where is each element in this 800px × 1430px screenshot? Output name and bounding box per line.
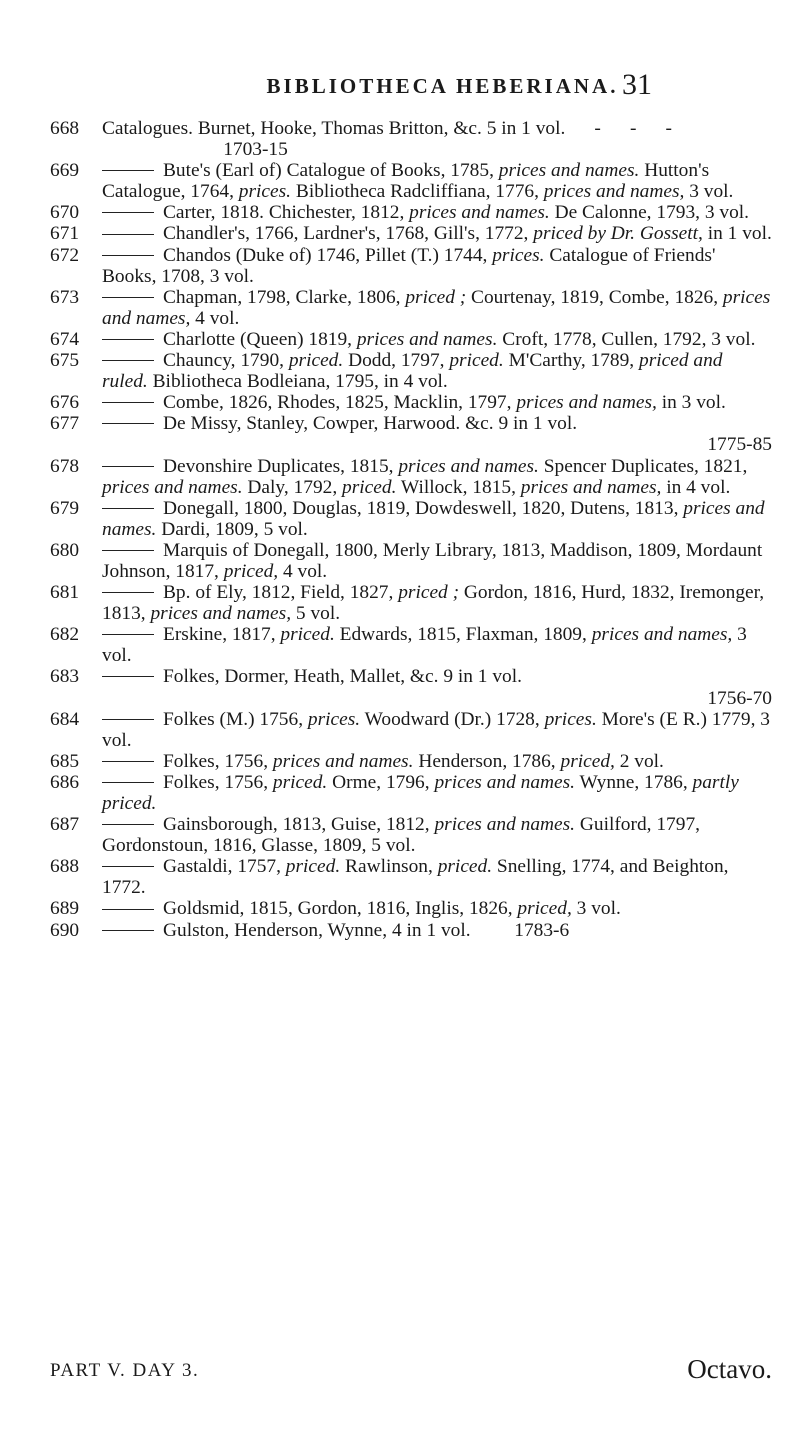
catalogue-entry <box>50 456 772 498</box>
ditto-dash <box>102 170 154 171</box>
ditto-dash <box>102 212 154 213</box>
ditto-dash <box>102 930 154 931</box>
ditto-dash <box>102 634 154 635</box>
entry-text: Folkes, 1756, priced. Orme, 1796, prices and names. Wynne, 1786, partly priced. <box>102 771 739 814</box>
entry-number: 669 <box>50 160 80 182</box>
footer-part: PART V. DAY 3. <box>50 1360 200 1381</box>
entry-number: 674 <box>50 328 80 350</box>
catalogue-entry <box>50 118 772 160</box>
entry-text: Folkes (M.) 1756, prices. Woodward (Dr.) 1728, prices. More's (E R.) 1779, 3 vol. <box>102 708 770 751</box>
entry-number: 672 <box>50 244 80 266</box>
entry-text: Chandos (Duke of) 1746, Pillet (T.) 1744, prices. Catalogue of Friends' Books, 1708, 3 vol. <box>102 244 716 287</box>
catalogue-entry <box>50 751 772 772</box>
catalogue-entry <box>50 287 772 329</box>
entry-number: 690 <box>50 919 80 941</box>
page-footer <box>50 1354 772 1384</box>
entry-number: 670 <box>50 202 80 224</box>
catalogue-entry <box>50 814 772 856</box>
ditto-dash <box>102 866 154 867</box>
entry-number: 687 <box>50 814 80 836</box>
entry-text: Chapman, 1798, Clarke, 1806, priced ; Courtenay, 1819, Combe, 1826, prices and names, 4 vol. <box>102 286 771 329</box>
catalogue-entry <box>50 898 772 919</box>
entry-number: 677 <box>50 413 80 435</box>
entry-text: Combe, 1826, Rhodes, 1825, Macklin, 1797, prices and names, in 3 vol. <box>102 392 726 413</box>
entry-text: Gastaldi, 1757, priced. Rawlinson, priced. Snelling, 1774, and Beighton, 1772. <box>102 856 729 899</box>
entry-text: De Missy, Stanley, Cowper, Harwood. &c. 9 in 1 vol. 1775-85 <box>102 413 772 455</box>
entry-text: Charlotte (Queen) 1819, prices and names. Croft, 1778, Cullen, 1792, 3 vol. <box>102 329 755 350</box>
entry-number: 688 <box>50 856 80 878</box>
entry-number: 684 <box>50 708 80 730</box>
catalogue-entry <box>50 245 772 287</box>
entry-number: 682 <box>50 624 80 646</box>
catalogue-entry <box>50 392 772 413</box>
catalogue-entry <box>50 498 772 540</box>
entry-text: Catalogues. Burnet, Hooke, Thomas Britton, &c. 5 in 1 vol. - - - 1703-15 <box>102 118 672 161</box>
entry-number: 675 <box>50 350 80 372</box>
catalogue-entry <box>50 329 772 350</box>
ditto-dash <box>102 909 154 910</box>
entry-text: Erskine, 1817, priced. Edwards, 1815, Flaxman, 1809, prices and names, 3 vol. <box>102 624 747 667</box>
entry-text: Gulston, Henderson, Wynne, 4 in 1 vol. 1783-6 <box>102 920 569 941</box>
footer-format: Octavo. <box>687 1354 772 1384</box>
entry-text: Folkes, Dormer, Heath, Mallet, &c. 9 in 1 vol. 1756-70 <box>102 666 772 708</box>
catalogue-entry <box>50 709 772 751</box>
entry-number: 681 <box>50 582 80 604</box>
entry-text: Gainsborough, 1813, Guise, 1812, prices and names. Guilford, 1797, Gordonstoun, 1816, Glasse, 1809, 5 vol. <box>102 814 700 857</box>
ditto-dash <box>102 719 154 720</box>
catalogue-entry <box>50 624 772 666</box>
ditto-dash <box>102 255 154 256</box>
entry-text: Bute's (Earl of) Catalogue of Books, 1785, prices and names. Hutton's Catalogue, 1764, prices. Bibliotheca Radcliffiana, 1776, prices and names, 3 vol. <box>102 160 734 203</box>
catalogue-entry <box>50 666 772 708</box>
catalogue-entry <box>50 856 772 898</box>
ditto-dash <box>102 824 154 825</box>
entry-number: 685 <box>50 750 80 772</box>
ditto-dash <box>102 297 154 298</box>
ditto-dash <box>102 761 154 762</box>
entry-text: Marquis of Donegall, 1800, Merly Library, 1813, Maddison, 1809, Mordaunt Johnson, 1817, priced, 4 vol. <box>102 539 763 582</box>
ditto-dash <box>102 676 154 677</box>
header-title: BIBLIOTHECA HEBERIANA. <box>266 74 619 98</box>
ditto-dash <box>102 339 154 340</box>
entry-text: Chauncy, 1790, priced. Dodd, 1797, priced. M'Carthy, 1789, priced and ruled. Bibliotheca Bodleiana, 1795, in 4 vol. <box>102 350 723 393</box>
entry-number: 678 <box>50 455 80 477</box>
ditto-dash <box>102 423 154 424</box>
entry-number: 689 <box>50 898 80 920</box>
entry-number: 679 <box>50 497 80 519</box>
catalogue-entry <box>50 160 772 202</box>
catalogue-entry <box>50 413 772 455</box>
entry-text: Donegall, 1800, Douglas, 1819, Dowdeswell, 1820, Dutens, 1813, prices and names. Dardi, 1809, 5 vol. <box>102 497 765 540</box>
entry-number: 676 <box>50 392 80 414</box>
entry-number: 686 <box>50 771 80 793</box>
entry-text: Folkes, 1756, prices and names. Henderson, 1786, priced, 2 vol. <box>102 751 664 772</box>
ditto-dash <box>102 550 154 551</box>
catalogue-entry <box>50 350 772 392</box>
catalogue-entry <box>50 540 772 582</box>
entry-number: 671 <box>50 223 80 245</box>
ditto-dash <box>102 234 154 235</box>
ditto-dash <box>102 782 154 783</box>
entry-number: 683 <box>50 666 80 688</box>
catalogue-entry <box>50 772 772 814</box>
entry-number: 668 <box>50 118 80 139</box>
ditto-dash <box>102 360 154 361</box>
catalogue-entries <box>50 118 772 941</box>
running-header <box>205 74 680 99</box>
catalogue-entry <box>50 920 772 941</box>
catalogue-entry <box>50 202 772 223</box>
entry-number: 680 <box>50 539 80 561</box>
entry-text: Carter, 1818. Chichester, 1812, prices and names. De Calonne, 1793, 3 vol. <box>102 202 749 223</box>
entry-number: 673 <box>50 286 80 308</box>
catalogue-entry <box>50 223 772 244</box>
ditto-dash <box>102 508 154 509</box>
ditto-dash <box>102 466 154 467</box>
ditto-dash <box>102 402 154 403</box>
ditto-dash <box>102 592 154 593</box>
entry-text: Devonshire Duplicates, 1815, prices and names. Spencer Duplicates, 1821, prices and names. Daly, 1792, priced. Willock, 1815, prices and names, in 4 vol. <box>102 455 748 498</box>
catalogue-entry <box>50 582 772 624</box>
entry-text: Chandler's, 1766, Lardner's, 1768, Gill's, 1772, priced by Dr. Gossett, in 1 vol. <box>102 223 772 244</box>
entry-text: Bp. of Ely, 1812, Field, 1827, priced ; Gordon, 1816, Hurd, 1832, Iremonger, 1813, prices and names, 5 vol. <box>102 582 765 625</box>
entry-text: Goldsmid, 1815, Gordon, 1816, Inglis, 1826, priced, 3 vol. <box>102 898 621 919</box>
page-number: 31 <box>622 68 652 101</box>
